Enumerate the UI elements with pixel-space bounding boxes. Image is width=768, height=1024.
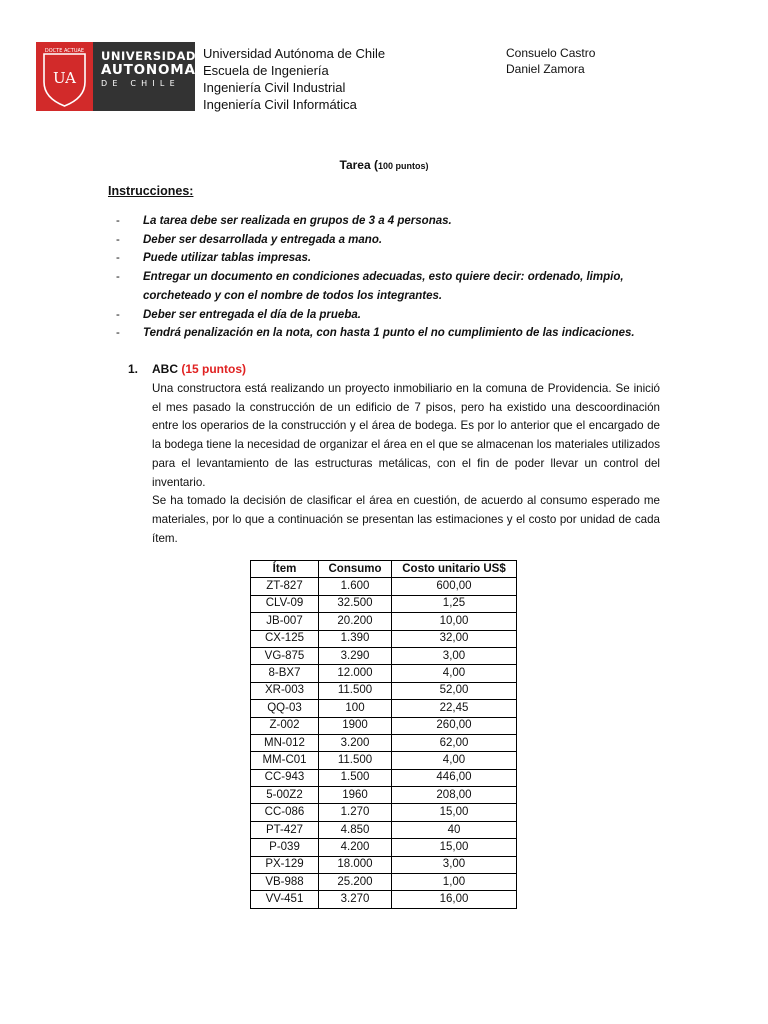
cell-item: P-039 (251, 839, 319, 856)
cell-item: MN-012 (251, 734, 319, 751)
cell-costo: 15,00 (392, 839, 517, 856)
table-row (251, 821, 517, 838)
paragraph: Una constructora está realizando un proyecto inmobiliario en la comuna de Providencia. Se inició el mes pasado la construcción de un edificio de 7 pisos, pero ha existido una descoordinación entre los operarios de la construcción y el área de bodega. Es por lo anterior que el encargado de la bodega tiene la necesidad de organizar el área en el que se almacenan los materiales utilizados para el levantamiento de las estructuras metálicas, con el fin de poder llevar un control del inventario. (152, 382, 660, 489)
cell-costo: 16,00 (392, 891, 517, 908)
table-row (251, 734, 517, 751)
table-row (251, 804, 517, 821)
cell-consumo: 1.600 (319, 578, 392, 595)
table-row (251, 647, 517, 664)
cell-costo: 3,00 (392, 647, 517, 664)
cell-item: VV-451 (251, 891, 319, 908)
cell-item: Z-002 (251, 717, 319, 734)
logo-mark: UA (52, 69, 77, 87)
authors-block (506, 45, 595, 77)
table-row (251, 752, 517, 769)
cell-consumo: 18.000 (319, 856, 392, 873)
cell-costo: 4,00 (392, 752, 517, 769)
author-name: Consuelo Castro (506, 46, 596, 60)
paragraph: Se ha tomado la decisión de clasificar el área en cuestión, de acuerdo al consumo esperado me materiales, por lo que a continuación se presentan las estimaciones y el costo por unidad de cada ítem. (152, 494, 660, 545)
column-header-costo: Costo unitario US$ (392, 561, 517, 578)
instruction-item: - Tendrá penalización en la nota, con hasta 1 punto el no cumplimiento de las indicaciones. (116, 324, 666, 343)
instructions-heading: Instrucciones: (108, 184, 194, 198)
cell-item: MM-C01 (251, 752, 319, 769)
cell-consumo: 4.850 (319, 821, 392, 838)
cell-item: ZT-827 (251, 578, 319, 595)
section-points: (15 puntos) (181, 362, 247, 376)
items-table (250, 560, 517, 909)
column-header-item: Ítem (251, 561, 319, 578)
logo-line3: DE CHILE (101, 79, 180, 88)
cell-consumo: 3.270 (319, 891, 392, 908)
title-points: 100 puntos (377, 161, 426, 171)
cell-item: VG-875 (251, 647, 319, 664)
logo-emblem (36, 42, 93, 111)
cell-consumo: 1900 (319, 717, 392, 734)
table-row (251, 700, 517, 717)
instruction-item: - Deber ser desarrollada y entregada a mano. (116, 231, 666, 250)
section-number: 1. (128, 362, 139, 376)
section-body (152, 380, 660, 548)
cell-costo: 446,00 (392, 769, 517, 786)
cell-costo: 52,00 (392, 682, 517, 699)
cell-item: 8-BX7 (251, 665, 319, 682)
cell-costo: 22,45 (392, 700, 517, 717)
cell-consumo: 11.500 (319, 752, 392, 769)
cell-costo: 260,00 (392, 717, 517, 734)
cell-costo: 600,00 (392, 578, 517, 595)
column-header-consumo: Consumo (319, 561, 392, 578)
table-header-row (251, 561, 517, 578)
cell-item: JB-007 (251, 613, 319, 630)
table-row (251, 769, 517, 786)
cell-costo: 10,00 (392, 613, 517, 630)
cell-consumo: 1.270 (319, 804, 392, 821)
cell-costo: 3,00 (392, 856, 517, 873)
cell-item: PX-129 (251, 856, 319, 873)
author-name: Daniel Zamora (506, 62, 585, 76)
table-row (251, 891, 517, 908)
table-row (251, 613, 517, 630)
logo-motto: DOCTE ACTUAE (44, 48, 85, 54)
cell-costo: 15,00 (392, 804, 517, 821)
cell-consumo: 12.000 (319, 665, 392, 682)
cell-item: QQ-03 (251, 700, 319, 717)
cell-item: PT-427 (251, 821, 319, 838)
instruction-item: - La tarea debe ser realizada en grupos de 3 a 4 personas. (116, 212, 666, 231)
cell-consumo: 4.200 (319, 839, 392, 856)
table-row (251, 717, 517, 734)
institution-block (203, 45, 385, 113)
logo-line2: AUTONOMA (101, 62, 196, 78)
instruction-item: - Entregar un documento en condiciones adecuadas, esto quiere decir: ordenado, limpio, corcheteado y con el nombre de todos los integrantes. (116, 268, 666, 305)
cell-costo: 32,00 (392, 630, 517, 647)
table-row (251, 856, 517, 873)
cell-costo: 4,00 (392, 665, 517, 682)
cell-costo: 40 (392, 821, 517, 838)
instruction-item: - Deber ser entregada el día de la prueba. (116, 306, 666, 325)
instructions-list (116, 212, 666, 343)
cell-item: CLV-09 (251, 595, 319, 612)
cell-consumo: 100 (319, 700, 392, 717)
institution-line: Ingeniería Civil Industrial (203, 80, 346, 95)
document-title: Tarea (100 puntos) (339, 158, 429, 172)
cell-consumo: 3.290 (319, 647, 392, 664)
university-logo (36, 42, 195, 111)
cell-costo: 62,00 (392, 734, 517, 751)
shield-icon (36, 42, 93, 111)
cell-item: CC-086 (251, 804, 319, 821)
instruction-item: - Puede utilizar tablas impresas. (116, 249, 666, 268)
cell-consumo: 1.500 (319, 769, 392, 786)
table-row (251, 665, 517, 682)
cell-item: CX-125 (251, 630, 319, 647)
table-row (251, 578, 517, 595)
cell-item: VB-988 (251, 874, 319, 891)
institution-line: Escuela de Ingeniería (203, 63, 329, 78)
cell-consumo: 1960 (319, 787, 392, 804)
cell-costo: 1,00 (392, 874, 517, 891)
section-title: ABC (15 puntos) (152, 362, 247, 376)
cell-consumo: 3.200 (319, 734, 392, 751)
table-row (251, 682, 517, 699)
cell-consumo: 32.500 (319, 595, 392, 612)
table-row (251, 839, 517, 856)
table-row (251, 630, 517, 647)
cell-item: 5-00Z2 (251, 787, 319, 804)
institution-line: Universidad Autónoma de Chile (203, 46, 386, 61)
cell-item: XR-003 (251, 682, 319, 699)
cell-consumo: 11.500 (319, 682, 392, 699)
cell-item: CC-943 (251, 769, 319, 786)
institution-line: Ingeniería Civil Informática (203, 97, 357, 112)
cell-consumo: 1.390 (319, 630, 392, 647)
table-row (251, 595, 517, 612)
table-row (251, 874, 517, 891)
cell-consumo: 25.200 (319, 874, 392, 891)
table-row (251, 787, 517, 804)
cell-costo: 208,00 (392, 787, 517, 804)
logo-line1: UNIVERSIDAD (101, 49, 196, 63)
cell-consumo: 20.200 (319, 613, 392, 630)
cell-costo: 1,25 (392, 595, 517, 612)
